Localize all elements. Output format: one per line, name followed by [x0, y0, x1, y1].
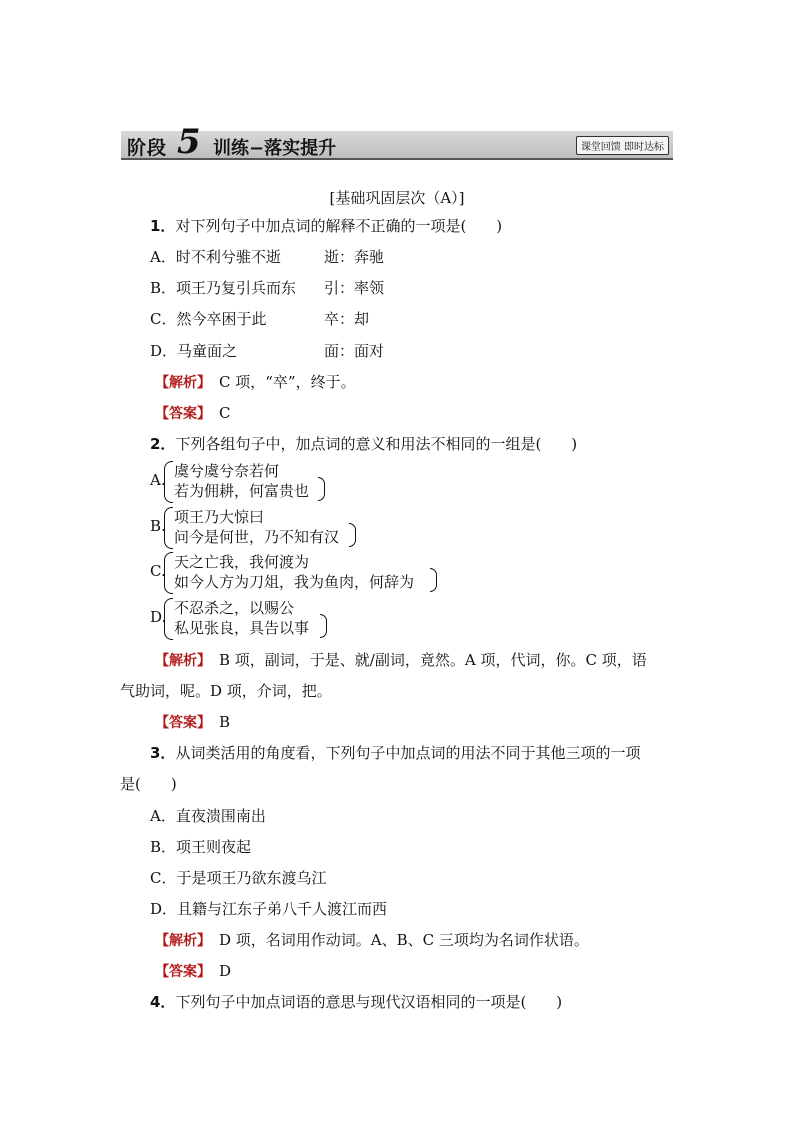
q3-stem: 3．从词类活用的角度看，下列句子中加点词的用法不同于其他三项的一项 — [150, 744, 641, 762]
q1-stem: 1．对下列句子中加点词的解释不正确的一项是( ) — [150, 217, 503, 235]
section-title: [基础巩固层次（A）] — [329, 189, 465, 207]
stage-banner — [121, 122, 673, 162]
q3-answer: 【答案】 D — [155, 962, 232, 980]
brace-close-icon — [318, 477, 325, 501]
q1-gloss-c: 卒：却 — [324, 310, 370, 328]
q1-answer: 【答案】 C — [155, 404, 231, 422]
brace-open-icon — [164, 552, 173, 594]
banner-title: 训练−落实提升 — [213, 138, 337, 159]
q3-option-c: C．于是项王乃欲东渡乌江 — [150, 869, 327, 887]
q1-analysis: 【解析】 C 项，“卒”，终于。 — [155, 373, 356, 391]
stage-number: 5 — [177, 122, 201, 162]
brace-close-icon — [320, 614, 327, 638]
q2-analysis: 【解析】 B 项，副词，于是、就/副词，竟然。A 项，代词，你。C 项，语 — [155, 651, 647, 669]
q4-stem: 4．下列句子中加点词语的意思与现代汉语相同的一项是( ) — [150, 993, 563, 1011]
q3-option-d: D．且籍与江东子弟八千人渡江而西 — [150, 900, 388, 918]
document-page: 阶段 5 训练−落实提升 课堂回馈 即时达标 [基础巩固层次（A）] 1．对下列句子中加点词的解释不正确的一项是( ) A．时不利兮骓不逝 逝：奔驰 B．项王乃复引兵而东 引：率领 C．然今卒困于此 卒：却 D．马童面之 面：面对 【解析】 C 项，“卒”，终于。 【答案】 C 2．下列各组句子中，加点词的意义和用法不相同的一组是( ) A. 虞兮虞兮奈若何 若为佣耕，何富贵也 B. 项王乃大惊曰 问今是何世，乃不知有汉 C. 天之亡我，我何渡为 如今人方为刀俎，我为鱼肉，何辞为 D. 不忍杀之，以赐公 私见张良，具告以事 【解析】 B 项，副词，于是、就/副词，竟然。A 项，代词，你。C 项，语 气助词，呢。D 项，介词，把。 【答案】 B 3．从词类活用的角度看，下列句子中加点词的用法不同于其他三项的一项 是( ) A．直夜溃围南出 B．项王则夜起 C．于是项王乃欲东渡乌江 D．且籍与江东子弟八千人渡江而西 【解析】 D 项，名词用作动词。A、B、C 三项均为名词作状语。 【答案】 D 4．下列句子中加点词语的意思与现代汉语相同的一项是( ) — [0, 0, 794, 1123]
q1-option-c: C．然今卒困于此 — [150, 310, 267, 328]
brace-close-icon — [349, 523, 356, 547]
brace-open-icon — [164, 507, 173, 549]
stage-label: 阶段 — [127, 137, 168, 159]
q1-option-b: B．项王乃复引兵而东 — [150, 279, 297, 297]
q1-gloss-a: 逝：奔驰 — [324, 248, 385, 266]
brace-close-icon — [430, 568, 437, 592]
q3-stem-cont: 是( ) — [120, 775, 177, 793]
q2-analysis-cont: 气助词，呢。D 项，介词，把。 — [120, 682, 332, 700]
q2-stem: 2．下列各组句子中，加点词的意义和用法不相同的一组是( ) — [150, 435, 578, 453]
brace-open-icon — [164, 598, 173, 640]
brace-open-icon — [164, 461, 173, 503]
q1-option-d: D．马童面之 — [150, 342, 238, 360]
q1-gloss-d: 面：面对 — [324, 342, 385, 360]
q2-answer: 【答案】 B — [155, 713, 231, 731]
q3-analysis: 【解析】 D 项，名词用作动词。A、B、C 三项均为名词作状语。 — [155, 931, 589, 949]
q1-option-a: A．时不利兮骓不逝 — [150, 248, 281, 266]
q3-option-a: A．直夜溃围南出 — [150, 807, 266, 825]
q3-option-b: B．项王则夜起 — [150, 838, 252, 856]
banner-tag: 课堂回馈 即时达标 — [576, 136, 669, 155]
q1-gloss-b: 引：率领 — [324, 279, 385, 297]
